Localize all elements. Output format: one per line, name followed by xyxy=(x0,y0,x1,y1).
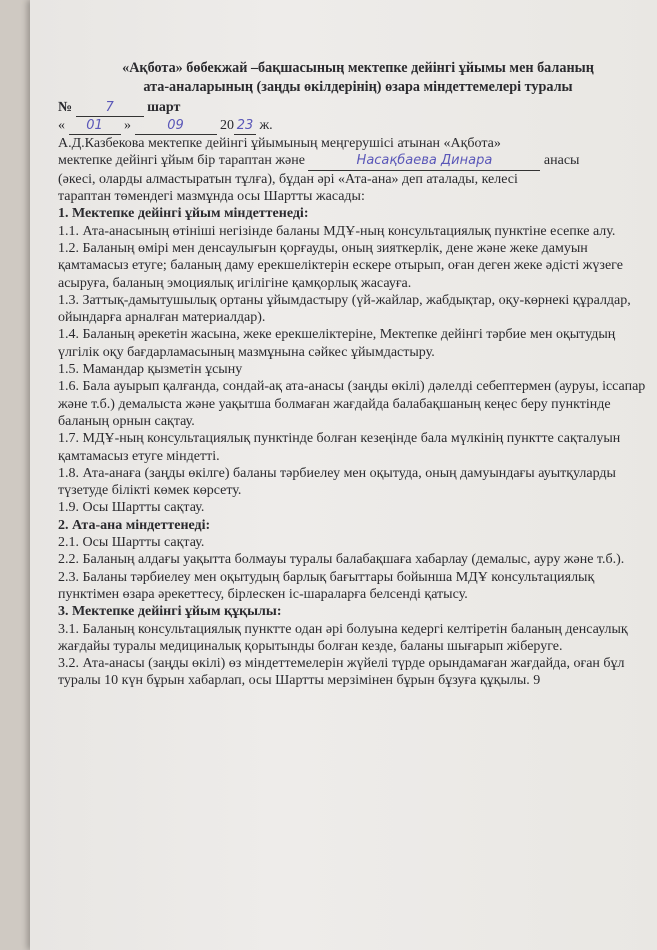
number-blank xyxy=(76,99,144,117)
document-content xyxy=(58,60,657,690)
section-item: 1.3. Заттық-дамытушылық ортаны ұйымдастыру (үй-жайлар, жабдықтар, оқу-көрнекі құралдар, ойындарға арналған материалдар). xyxy=(58,292,631,326)
contract-date-row xyxy=(58,117,657,135)
date-year-prefix: 20 xyxy=(220,117,234,133)
section-item: 1.6. Бала ауырып қалғанда, сондай-ақ ата-анасы (заңды өкілі) дәлелді себептермен (ауруы, іссапар және т.б.) демалыста және уақытша болмаған жағдайда балабақшаның кеңес беру пунктінде баланың орнын сақтау. xyxy=(58,379,646,429)
contract-number-row xyxy=(58,99,657,117)
section-1-heading: 1. Мектепке дейінгі ұйым міндеттенеді: xyxy=(58,206,309,222)
intro-line4: тараптан төмендегі мазмұнда осы Шартты жасады: xyxy=(58,189,365,205)
parent-name: Насақбаева Динара xyxy=(356,153,493,169)
page-number: 9 xyxy=(533,673,541,689)
section-item: 1.9. Осы Шартты сақтау. xyxy=(58,500,205,516)
document-title-line1: «Ақбота» бөбекжай –бақшасының мектепке дейінгі ұйымы мен баланың xyxy=(122,60,594,76)
section-item: 1.1. Ата-анасының өтініші негізінде баланы МДҰ-ның консультациялық пунктіне есепке алу. xyxy=(58,223,616,239)
section-item: 1.7. МДҰ-ның консультациялық пунктінде болған кезеңінде бала мүлкінің пунктте сақталуын қамтамасыз етуге міндетті. xyxy=(58,431,621,464)
date-month-blank xyxy=(135,117,217,135)
section-item: 1.5. Мамандар қызметін ұсыну xyxy=(58,362,243,378)
intro-line2 xyxy=(58,152,657,170)
section-item-text: 3.2. Ата-анасы (заңды өкілі) өз міндеттемелерін жүйелі түрде орындамаған жағдайда, оған бұл туралы 10 күн бұрын хабарлап, осы Шартты мерзімінен бұрын бұзуға құқылы. xyxy=(58,656,625,689)
number-value: 7 xyxy=(105,99,114,115)
date-open-quote: « xyxy=(58,117,65,133)
intro-part3: анасы xyxy=(543,153,580,169)
section-item: 2.2. Баланың алдағы уақытта болмауы туралы балабақшаға хабарлау (демалыс, ауру және т.б.). xyxy=(58,552,625,568)
intro-line1: А.Д.Казбекова мектепке дейінгі ұйымының меңгерушісі атынан «Ақбота» xyxy=(58,136,501,152)
date-day: 01 xyxy=(86,117,103,133)
date-day-blank xyxy=(69,117,121,135)
section-item-last xyxy=(58,655,657,690)
date-year-blank xyxy=(234,117,256,135)
section-item: 1.2. Баланың өмірі мен денсаулығын қорғауды, оның зияткерлік, дене және жеке дамуын қамтамасыз етуге; баланың даму ерекшеліктерін ескере отырып, оған деген жеке әдісті жүзеге асыруға, баланың эмоциялық игілігіне қамқорлық жасауға. xyxy=(58,240,623,291)
date-month: 09 xyxy=(167,117,184,133)
section-item: 1.4. Баланың әрекетін жасына, жеке ерекшеліктеріне, Мектепке дейінгі тәрбие мен оқытудың үлгілік оқу бағдарламасының мазмұнына сәйкес ұйымдастыру. xyxy=(58,327,616,360)
section-3-heading: 3. Мектепке дейінгі ұйым құқылы: xyxy=(58,604,282,620)
section-item: 2.1. Осы Шартты сақтау. xyxy=(58,535,205,551)
section-item: 3.1. Баланың консультациялық пунктте одан әрі болуына кедергі келтіретін баланың денсаулық жағдайы туралы медициналық қорытынды болған кезде, баланы шығарып жіберуге. xyxy=(58,621,628,654)
document-title-line2: ата-аналарының (заңды өкілдерінің) өзара міндеттемелері туралы xyxy=(143,79,573,96)
intro-part2: мектепке дейінгі ұйым бір тараптан және xyxy=(58,153,305,169)
date-year-suffix: ж. xyxy=(259,117,273,133)
section-item: 2.3. Баланы тәрбиелеу мен оқытудың барлық бағыттары бойынша МДҰ консультациялық пунктімен өзара әрекеттесу, бірлескен іс-шараларға белсенді қатысу. xyxy=(58,569,595,602)
date-close-quote: » xyxy=(124,117,131,133)
parent-name-blank xyxy=(308,152,540,170)
number-suffix: шарт xyxy=(147,99,181,115)
section-item: 1.8. Ата-анаға (заңды өкілге) баланы тәрбиелеу мен оқытуда, оның дамуындағы ауытқуларды түзетуде білікті көмек көрсету. xyxy=(58,465,616,499)
document-sheet xyxy=(30,0,657,950)
date-year-value: 23 xyxy=(236,117,254,133)
section-2-heading: 2. Ата-ана міндеттенеді: xyxy=(58,517,211,533)
intro-line3: (әкесі, оларды алмастыратын тұлға), бұдан әрі «Ата-ана» деп аталады, келесі xyxy=(58,171,518,187)
number-label: № xyxy=(58,99,73,115)
